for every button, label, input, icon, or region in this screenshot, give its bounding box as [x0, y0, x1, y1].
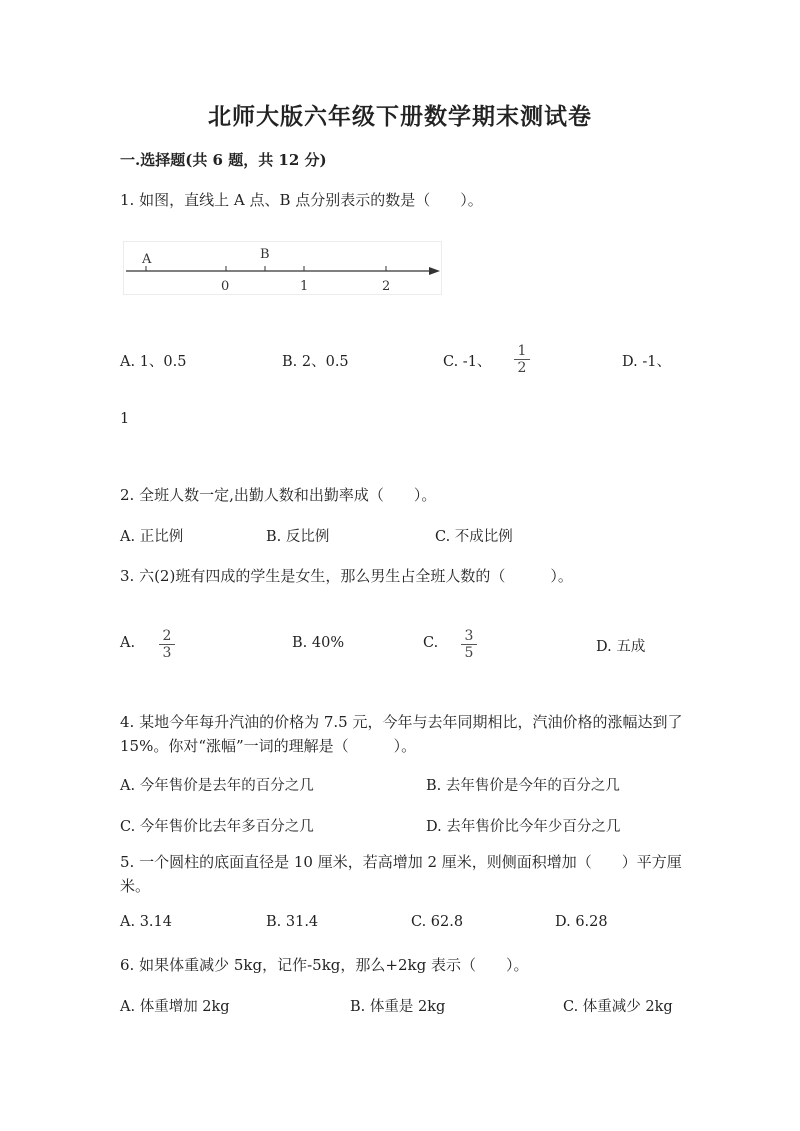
tick-label-2: 2	[382, 279, 391, 294]
question-6-stem: 6. 如果体重减少 5kg，记作-5kg，那么+2kg 表示（ ）。	[120, 956, 529, 974]
q3-option-c[interactable]: C.	[423, 635, 439, 651]
number-line-svg	[124, 242, 441, 294]
q3-option-b[interactable]: B. 40%	[292, 635, 345, 651]
question-4-stem: 4. 某地今年每升汽油的价格为 7.5 元，今年与去年同期相比，汽油价格的涨幅达到了 15%。你对“涨幅”一词的理解是（ ）。	[120, 713, 683, 755]
q3-option-a[interactable]: A.	[120, 635, 136, 651]
question-3-stem: 3. 六(2)班有四成的学生是女生，那么男生占全班人数的（ ）。	[120, 567, 573, 585]
q2-option-b[interactable]: B. 反比例	[266, 529, 330, 545]
q4-option-b[interactable]: B. 去年售价是今年的百分之几	[426, 778, 620, 794]
q1-option-d-wrap: 1	[120, 411, 130, 427]
tick-label-1: 1	[300, 279, 309, 294]
q6-option-b[interactable]: B. 体重是 2kg	[350, 999, 446, 1015]
q5-option-d[interactable]: D. 6.28	[555, 914, 608, 930]
q3-c-fraction	[461, 628, 477, 661]
q4-option-c[interactable]: C. 今年售价比去年多百分之几	[120, 819, 314, 835]
question-1-stem: 1. 如图，直线上 A 点、B 点分别表示的数是（ ）。	[120, 191, 483, 209]
q2-option-c[interactable]: C. 不成比例	[435, 529, 513, 545]
q6-option-a[interactable]: A. 体重增加 2kg	[120, 999, 230, 1015]
q3-a-fraction-den: 3	[162, 645, 172, 661]
q3-option-d[interactable]: D. 五成	[596, 639, 646, 655]
q1-c-fraction-num: 1	[514, 343, 530, 360]
q1-option-b[interactable]: B. 2、0.5	[282, 354, 349, 370]
number-line-arrow	[429, 267, 440, 275]
q1-option-a[interactable]: A. 1、0.5	[120, 354, 187, 370]
q1-c-fraction-den: 2	[517, 360, 527, 376]
point-b-label: B	[260, 247, 270, 262]
q5-option-b[interactable]: B. 31.4	[266, 914, 319, 930]
q1-option-c[interactable]: C. -1、	[443, 354, 492, 370]
point-a-label: A	[142, 252, 152, 267]
section-heading: 一.选择题(共 6 题，共 12 分)	[120, 151, 327, 169]
q4-option-a[interactable]: A. 今年售价是去年的百分之几	[120, 778, 314, 794]
tick-label-0: 0	[221, 279, 230, 294]
question-2-stem: 2. 全班人数一定,出勤人数和出勤率成（ ）。	[120, 486, 437, 504]
q3-c-fraction-num: 3	[461, 628, 477, 645]
q3-a-fraction	[159, 628, 175, 661]
q1-c-fraction	[514, 343, 530, 376]
question-5-stem: 5. 一个圆柱的底面直径是 10 厘米，若高增加 2 厘米，则侧面积增加（ ）平方厘米。	[120, 853, 682, 895]
q4-option-d[interactable]: D. 去年售价比今年少百分之几	[426, 819, 621, 835]
q5-option-a[interactable]: A. 3.14	[120, 914, 172, 930]
q3-c-fraction-den: 5	[464, 645, 474, 661]
q6-option-c[interactable]: C. 体重减少 2kg	[563, 999, 673, 1015]
q1-option-d[interactable]: D. -1、	[622, 354, 671, 370]
q5-option-c[interactable]: C. 62.8	[411, 914, 464, 930]
number-line-figure	[123, 241, 442, 295]
q3-a-fraction-num: 2	[159, 628, 175, 645]
page-title: 北师大版六年级下册数学期末测试卷	[208, 103, 592, 130]
q2-option-a[interactable]: A. 正比例	[120, 529, 184, 545]
